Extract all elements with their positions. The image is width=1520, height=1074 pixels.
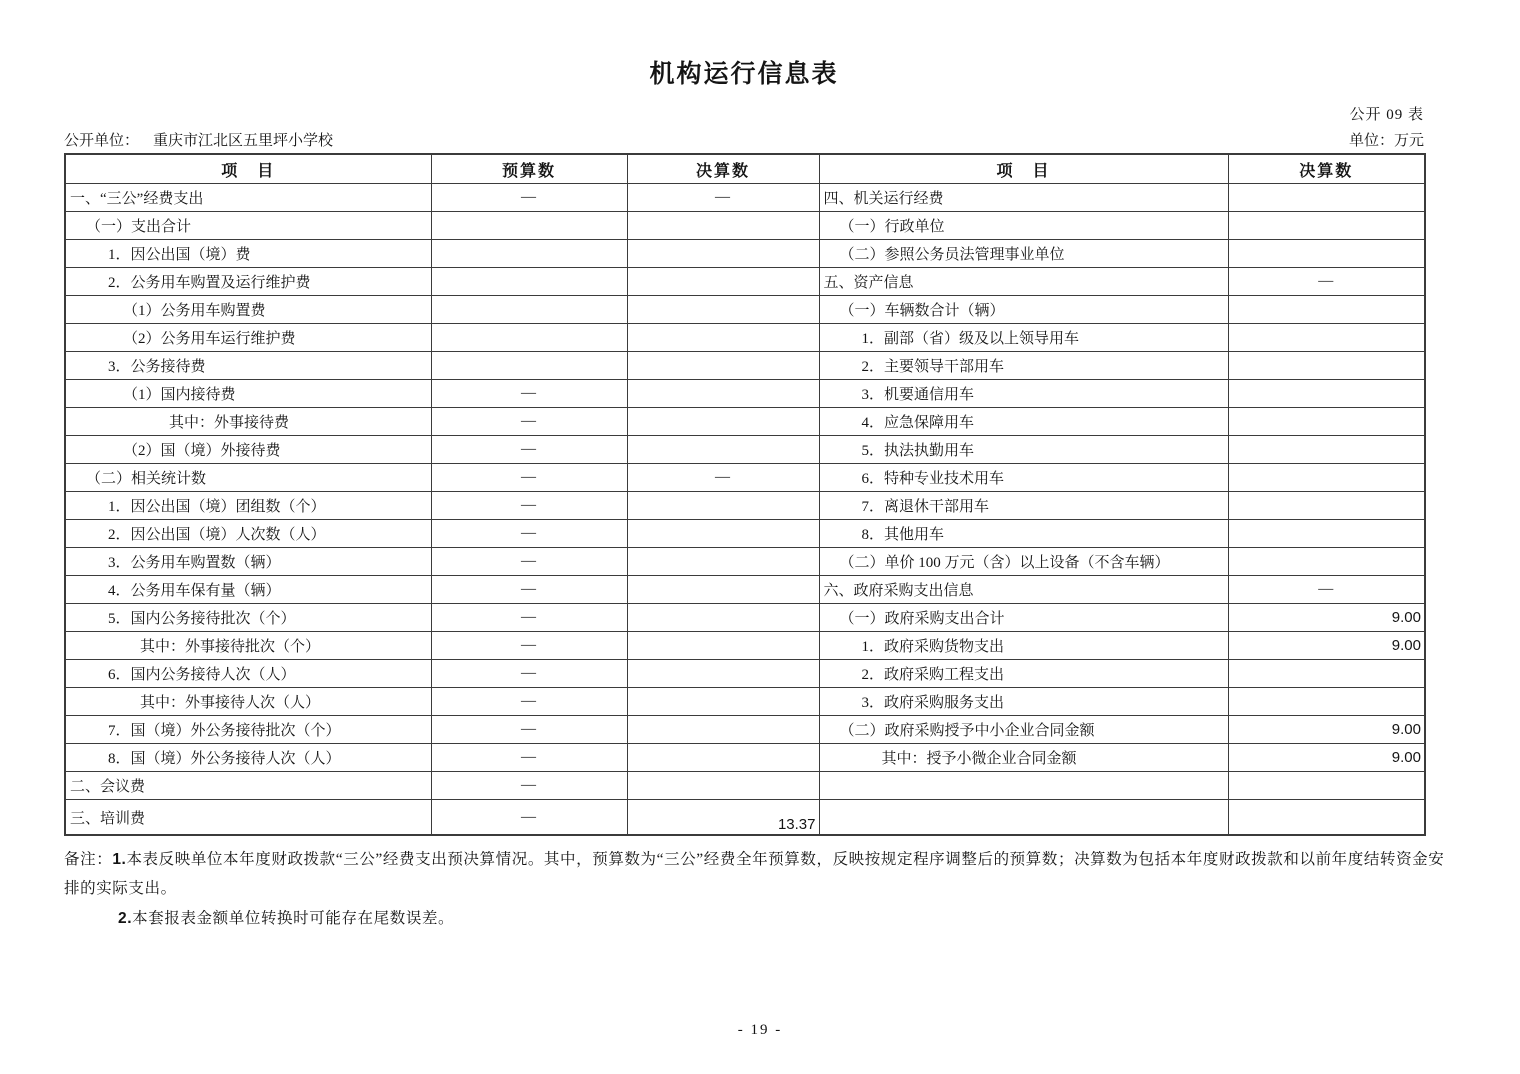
- item-cell: 8．其他用车: [819, 520, 1228, 548]
- item-cell: （1）国内接待费: [65, 380, 431, 408]
- footnote-number: 2.: [118, 910, 133, 927]
- final-cell: [1228, 688, 1425, 716]
- budget-cell: [431, 268, 627, 296]
- final-cell: [1228, 352, 1425, 380]
- table-row: [65, 576, 1425, 604]
- final-cell: [627, 212, 819, 240]
- budget-cell: —: [431, 464, 627, 492]
- final-cell: [627, 660, 819, 688]
- budget-cell: —: [431, 548, 627, 576]
- item-cell: 7．离退休干部用车: [819, 492, 1228, 520]
- final-cell: [627, 520, 819, 548]
- info-table: [64, 153, 1426, 836]
- final-cell: —: [627, 464, 819, 492]
- item-cell: 其中：授予小微企业合同金额: [819, 744, 1228, 772]
- item-cell: 1．因公出国（境）费: [65, 240, 431, 268]
- budget-cell: —: [431, 716, 627, 744]
- table-row: [65, 520, 1425, 548]
- final-cell: 9.00: [1228, 632, 1425, 660]
- final-cell: [1228, 324, 1425, 352]
- final-cell: [627, 716, 819, 744]
- item-cell: 三、培训费: [65, 800, 431, 836]
- item-cell: （1）公务用车购置费: [65, 296, 431, 324]
- final-cell: [627, 772, 819, 800]
- final-cell: [1228, 660, 1425, 688]
- final-cell: [627, 604, 819, 632]
- table-row: [65, 352, 1425, 380]
- final-cell: [1228, 548, 1425, 576]
- final-cell: [1228, 240, 1425, 268]
- footnote-text: 本表反映单位本年度财政拨款“三公”经费支出预决算情况。其中，预算数为“三公”经费全年预算数，反映按规定程序调整后的预算数；决算数为包括本年度财政拨款和以前年度结转资金安排的实际支出。: [64, 851, 1445, 897]
- budget-cell: [431, 296, 627, 324]
- final-cell: [1228, 464, 1425, 492]
- meta-line: [64, 129, 1424, 153]
- final-cell: [627, 548, 819, 576]
- item-cell: （一）车辆数合计（辆）: [819, 296, 1228, 324]
- item-cell: 二、会议费: [65, 772, 431, 800]
- final-cell: [627, 688, 819, 716]
- table-code: 公开 09 表: [1349, 107, 1424, 123]
- header-budget: 预算数: [431, 154, 627, 184]
- item-cell: （二）政府采购授予中小企业合同金额: [819, 716, 1228, 744]
- final-cell: 9.00: [1228, 716, 1425, 744]
- budget-cell: [431, 240, 627, 268]
- item-cell: 1．因公出国（境）团组数（个）: [65, 492, 431, 520]
- table-row: [65, 604, 1425, 632]
- final-cell: [627, 632, 819, 660]
- table-row: [65, 296, 1425, 324]
- item-cell: （二）参照公务员法管理事业单位: [819, 240, 1228, 268]
- item-cell: 5．国内公务接待批次（个）: [65, 604, 431, 632]
- table-row: [65, 660, 1425, 688]
- final-cell: [627, 576, 819, 604]
- table-row: [65, 380, 1425, 408]
- budget-cell: —: [431, 660, 627, 688]
- footnote-number: 1.: [112, 851, 127, 868]
- final-cell: [1228, 212, 1425, 240]
- table-row: [65, 688, 1425, 716]
- budget-cell: [431, 352, 627, 380]
- item-cell: 四、机关运行经费: [819, 184, 1228, 212]
- budget-cell: [431, 212, 627, 240]
- budget-cell: —: [431, 408, 627, 436]
- budget-cell: —: [431, 744, 627, 772]
- final-cell: [1228, 380, 1425, 408]
- final-cell: [627, 324, 819, 352]
- table-row: [65, 212, 1425, 240]
- budget-cell: [431, 324, 627, 352]
- item-cell: 3．公务接待费: [65, 352, 431, 380]
- header-item-right: 项 目: [819, 154, 1228, 184]
- final-cell: [627, 296, 819, 324]
- budget-cell: —: [431, 436, 627, 464]
- final-cell: [1228, 520, 1425, 548]
- table-row: [65, 492, 1425, 520]
- disclosure-unit-label: 公开单位：: [64, 133, 140, 149]
- table-row: [65, 464, 1425, 492]
- item-cell: 其中：外事接待批次（个）: [65, 632, 431, 660]
- final-cell: [627, 380, 819, 408]
- page-number: - 19 -: [737, 1022, 783, 1038]
- money-unit: 单位：万元: [1348, 133, 1424, 149]
- item-cell: 3．机要通信用车: [819, 380, 1228, 408]
- item-cell: 6．特种专业技术用车: [819, 464, 1228, 492]
- table-row: [65, 324, 1425, 352]
- final-cell: [1228, 296, 1425, 324]
- budget-cell: —: [431, 772, 627, 800]
- item-cell: 其中：外事接待人次（人）: [65, 688, 431, 716]
- item-cell: 4．公务用车保有量（辆）: [65, 576, 431, 604]
- final-cell: [1228, 184, 1425, 212]
- item-cell: （一）支出合计: [65, 212, 431, 240]
- item-cell: [819, 772, 1228, 800]
- item-cell: 5．执法执勤用车: [819, 436, 1228, 464]
- final-cell: [1228, 492, 1425, 520]
- table-row: [65, 436, 1425, 464]
- table-row: [65, 548, 1425, 576]
- item-cell: 2．政府采购工程支出: [819, 660, 1228, 688]
- item-cell: 2．公务用车购置及运行维护费: [65, 268, 431, 296]
- item-cell: 五、资产信息: [819, 268, 1228, 296]
- table-row: [65, 800, 1425, 836]
- table-row: [65, 268, 1425, 296]
- footnote-text: 本套报表金额单位转换时可能存在尾数误差。: [132, 910, 455, 927]
- table-row: [65, 632, 1425, 660]
- item-cell: 3．公务用车购置数（辆）: [65, 548, 431, 576]
- header-item-left: 项 目: [65, 154, 431, 184]
- table-row: [65, 240, 1425, 268]
- table-row: [65, 408, 1425, 436]
- header-final-right: 决算数: [1228, 154, 1425, 184]
- final-cell: [1228, 800, 1425, 836]
- budget-cell: —: [431, 520, 627, 548]
- final-cell: [627, 436, 819, 464]
- item-cell: 6．国内公务接待人次（人）: [65, 660, 431, 688]
- item-cell: 其中：外事接待费: [65, 408, 431, 436]
- budget-cell: —: [431, 492, 627, 520]
- table-row: [65, 772, 1425, 800]
- final-cell: —: [627, 184, 819, 212]
- item-cell: （一）政府采购支出合计: [819, 604, 1228, 632]
- final-cell: [1228, 772, 1425, 800]
- footnote-label: 备注：: [64, 851, 113, 868]
- item-cell: 4．应急保障用车: [819, 408, 1228, 436]
- item-cell: （二）相关统计数: [65, 464, 431, 492]
- item-cell: （二）单价 100 万元（含）以上设备（不含车辆）: [819, 548, 1228, 576]
- final-cell: [1228, 408, 1425, 436]
- budget-cell: —: [431, 380, 627, 408]
- table-row: [65, 184, 1425, 212]
- footnote-1: [64, 845, 1456, 903]
- final-cell: 9.00: [1228, 744, 1425, 772]
- footnote-2: [64, 904, 1456, 933]
- final-cell: [627, 744, 819, 772]
- final-cell: 13.37: [627, 800, 819, 836]
- item-cell: 2．因公出国（境）人次数（人）: [65, 520, 431, 548]
- table-header-row: [65, 154, 1425, 184]
- item-cell: 2．主要领导干部用车: [819, 352, 1228, 380]
- final-cell: [627, 240, 819, 268]
- final-cell: [627, 492, 819, 520]
- disclosure-unit: [64, 129, 333, 150]
- table-row: [65, 744, 1425, 772]
- page-title: 机构运行信息表: [649, 61, 839, 88]
- footnotes: [64, 845, 1456, 933]
- budget-cell: —: [431, 800, 627, 836]
- item-cell: 3．政府采购服务支出: [819, 688, 1228, 716]
- final-cell: [627, 408, 819, 436]
- item-cell: 7．国（境）外公务接待批次（个）: [65, 716, 431, 744]
- budget-cell: —: [431, 632, 627, 660]
- item-cell: （2）国（境）外接待费: [65, 436, 431, 464]
- item-cell: [819, 800, 1228, 836]
- item-cell: 六、政府采购支出信息: [819, 576, 1228, 604]
- final-cell: [627, 268, 819, 296]
- table-row: [65, 716, 1425, 744]
- item-cell: 一、“三公”经费支出: [65, 184, 431, 212]
- page-content: [64, 0, 1445, 933]
- budget-cell: —: [431, 576, 627, 604]
- item-cell: （2）公务用车运行维护费: [65, 324, 431, 352]
- item-cell: 8．国（境）外公务接待人次（人）: [65, 744, 431, 772]
- item-cell: 1．副部（省）级及以上领导用车: [819, 324, 1228, 352]
- item-cell: （一）行政单位: [819, 212, 1228, 240]
- budget-cell: —: [431, 604, 627, 632]
- final-cell: —: [1228, 268, 1425, 296]
- budget-cell: —: [431, 688, 627, 716]
- budget-cell: —: [431, 184, 627, 212]
- final-cell: [627, 352, 819, 380]
- item-cell: 1．政府采购货物支出: [819, 632, 1228, 660]
- disclosure-unit-value: 重庆市江北区五里坪小学校: [153, 133, 334, 149]
- final-cell: —: [1228, 576, 1425, 604]
- header-final-left: 决算数: [627, 154, 819, 184]
- final-cell: 9.00: [1228, 604, 1425, 632]
- final-cell: [1228, 436, 1425, 464]
